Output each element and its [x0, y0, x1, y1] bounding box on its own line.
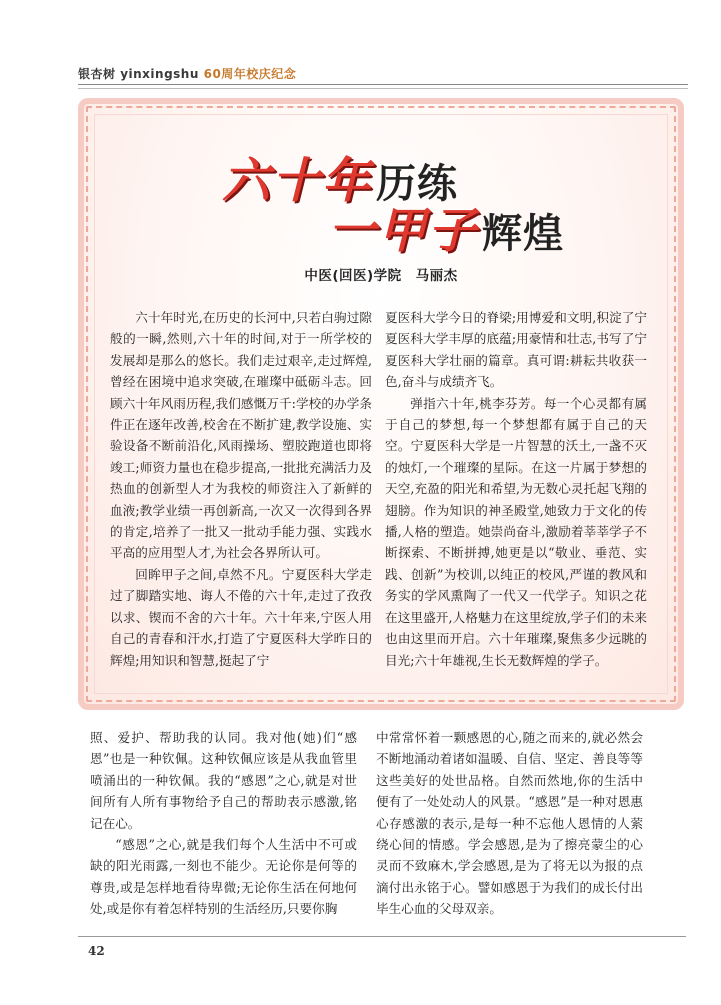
running-header [78, 65, 296, 82]
header-anniversary: 60周年校庆纪念 [203, 67, 297, 81]
page-number: 42 [88, 944, 105, 958]
article-paragraph: 回眸甲子之间,卓然不凡。宁夏医科大学走过了脚踏实地、诲人不倦的六十年,走过了孜孜以求、锲而不舍的六十年。六十年来,宁医人用自己的青春和汗水,打造了宁夏医科大学昨日的辉煌;用知识和智慧,挺起了宁 [110, 566, 372, 668]
title-line-2-text: 辉煌 [482, 210, 565, 257]
continued-paragraph: “感恩”之心,就是我们每个人生活中不可或缺的阳光雨露,一刻也不能少。无论你是何等的尊贵,或是怎样地看待卑微;无论你生活在何地何处,或是你有着怎样特别的生活经历,只要你胸 [90, 837, 357, 917]
page-header [0, 62, 721, 90]
header-pinyin: yinxingshu [120, 67, 199, 81]
header-school-name: 银杏树 [78, 67, 116, 81]
continued-column-left [90, 727, 357, 920]
continued-paragraph: 中常常怀着一颗感恩的心,随之而来的,就必然会不断地涌动着诸如温暖、自信、坚定、善良等等这些美好的处世品格。自然而然地,你的生活中便有了一处处动人的风景。“感恩”是一种对恩惠心存感激的表示,是每一种不忘他人恩情的人萦绕心间的情感。学会感恩,是为了擦亮蒙尘的心灵而不致麻木,学会感恩,是为了将无以为报的点滴付出永铭于心。譬如感恩于为我们的成长付出毕生心血的父母双亲。 [376, 730, 643, 917]
header-divider [78, 84, 688, 85]
header-divider-secondary [78, 88, 688, 89]
title-line-2-highlight: 一甲子 [328, 203, 479, 259]
article-column-left [110, 307, 372, 671]
article-paragraph: 夏医科大学今日的脊梁;用博爱和文明,积淀了宁夏医科大学丰厚的底蕴;用豪情和壮志,书写了宁夏医科大学壮丽的篇章。真可谓:耕耘共收获一色,奋斗与成绩齐飞。 [385, 310, 647, 390]
article-frame [78, 98, 684, 710]
continued-paragraph: 照、爱护、帮助我的认同。我对他(她)们“感恩”也是一种钦佩。这种钦佩应该是从我血管里喷涌出的一种钦佩。我的“感恩”之心,就是对世间所有人所有事物给予自己的帮助表示感激,铭记在心。 [90, 730, 357, 831]
title-line-2 [328, 192, 564, 261]
title-line-1-text: 历练 [376, 160, 459, 207]
continued-column-right [376, 727, 643, 920]
footer-divider [78, 936, 686, 937]
article-paragraph: 六十年时光,在历史的长河中,只若白驹过隙般的一瞬,然则,六十年的时间,对于一所学校的发展却是那么的悠长。我们走过艰辛,走过辉煌,曾经在困境中追求突破,在璀璨中砥砺斗志。回顾六十年风雨历程,我们感慨万千:学校的办学条件正在逐年改善,校舍在不断扩建,教学设施、实验设备不断前沿化,风雨操场、塑胶跑道也即将竣工;师资力量也在稳步提高,一批批充满活力及热血的创新型人才为我校的师资注入了新鲜的血液;教学业绩一再创新高,一次又一次得到各界的肯定,培养了一批又一批动手能力强、实践水平高的应用型人才,为社会各界所认可。 [110, 310, 372, 561]
article-author: 中医(回医)学院 马丽杰 [304, 268, 458, 284]
article-paragraph: 弹指六十年,桃李芬芳。每一个心灵都有属于自己的梦想,每一个梦想都有属于自己的天空。宁夏医科大学是一片智慧的沃土,一盏不灭的烛灯,一个璀璨的星际。在这一片属于梦想的天空,充盈的阳光和希望,为无数心灵托起飞翔的翅膀。作为知识的神圣殿堂,她致力于文化的传播,人格的塑造。她崇尚奋斗,激励着莘莘学子不断探索、不断拼搏,她更是以“敬业、垂范、实践、创新”为校训,以纯正的校风,严谨的教风和务实的学风熏陶了一代又一代学子。知识之花在这里盛开,人格魅力在这里绽放,学子们的未来也由这里而开启。六十年璀璨,聚焦多少远眺的目光;六十年雄视,生长无数辉煌的学子。 [385, 395, 647, 668]
title-line-1-highlight: 六十年 [222, 153, 373, 209]
article-column-right [385, 307, 647, 671]
